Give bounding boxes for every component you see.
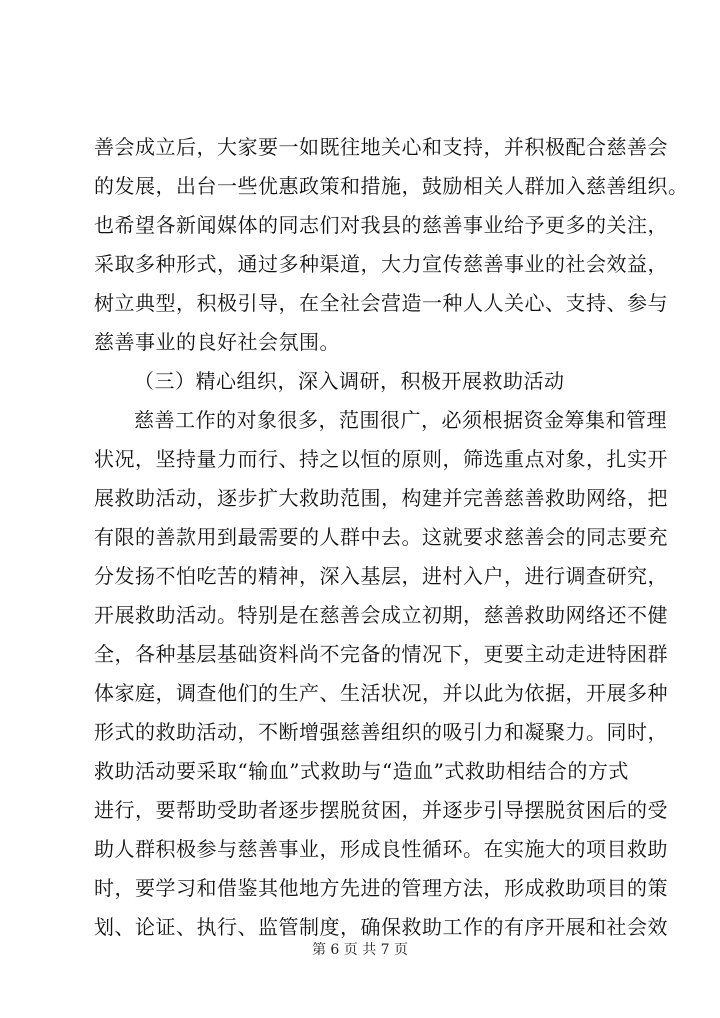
text-line: 时，要学习和借鉴其他地方先进的管理方法，形成救助项目的策 xyxy=(94,876,668,900)
text-line: 救助活动要采取“输血”式救助与“造血”式救助相结合的方式 xyxy=(94,759,629,783)
text-line: 有限的善款用到最需要的人群中去。这就要求慈善会的同志要充 xyxy=(94,525,668,549)
text-line: 形式的救助活动，不断增强慈善组织的吸引力和凝聚力。同时， xyxy=(94,720,668,744)
text-line: 也希望各新闻媒体的同志们对我县的慈善事业给予更多的关注， xyxy=(94,213,668,237)
text-line: 全，各种基层基础资料尚不完备的情况下，更要主动走进特困群 xyxy=(94,642,668,666)
text-line: 状况，坚持量力而行、持之以恒的原则，筛选重点对象，扎实开 xyxy=(94,447,668,471)
text-line: 分发扬不怕吃苦的精神，深入基层，进村入户，进行调查研究， xyxy=(94,564,668,588)
text-line: 开展救助活动。特别是在慈善会成立初期，慈善救助网络还不健 xyxy=(94,603,668,627)
text-line: 善会成立后，大家要一如既往地关心和支持，并积极配合慈善会 xyxy=(94,135,668,159)
text-line: 体家庭，调查他们的生产、生活状况，并以此为依据，开展多种 xyxy=(94,681,668,705)
text-line: 慈善工作的对象很多，范围很广，必须根据资金筹集和管理 xyxy=(134,408,667,432)
text-line: 划、论证、执行、监管制度，确保救助工作的有序开展和社会效 xyxy=(94,915,668,939)
text-line: 树立典型，积极引导，在全社会营造一种人人关心、支持、参与 xyxy=(94,291,668,315)
page-number-footer: 第 6 页 共 7 页 xyxy=(311,942,409,958)
text-line: 展救助活动，逐步扩大救助范围，构建并完善慈善救助网络，把 xyxy=(94,486,668,510)
text-line: 慈善事业的良好社会氛围。 xyxy=(94,330,340,354)
section-heading: （三）精心组织，深入调研，积极开展救助活动 xyxy=(134,369,565,393)
text-line: 助人群积极参与慈善事业，形成良性循环。在实施大的项目救助 xyxy=(94,837,668,861)
text-line: 采取多种形式，通过多种渠道，大力宣传慈善事业的社会效益， xyxy=(94,252,668,276)
text-line: 进行，要帮助受助者逐步摆脱贫困，并逐步引导摆脱贫困后的受 xyxy=(94,798,668,822)
text-line: 的发展，出台一些优惠政策和措施，鼓励相关人群加入慈善组织。 xyxy=(94,174,689,198)
